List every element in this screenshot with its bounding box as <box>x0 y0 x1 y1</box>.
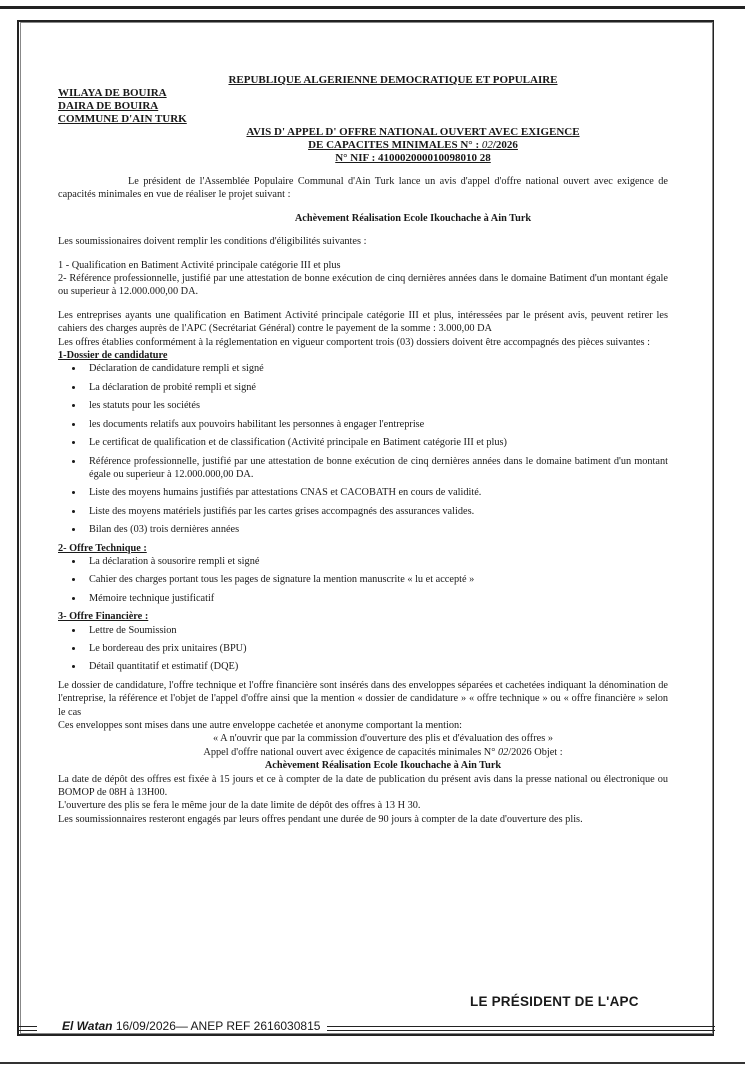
list-item: • Bilan des (03) trois dernières années <box>84 523 668 536</box>
validity-paragraph: Les soumissionnaires resteront engagés par leurs offres pendant une durée de 90 jours à compter de la date d'ouverture des plis. <box>58 813 583 825</box>
outer-project: Achèvement Réalisation Ecole Ikouchache à Ain Turk <box>264 760 502 772</box>
top-rule <box>0 6 745 9</box>
section-candidature-title: 1-Dossier de candidature <box>58 350 168 362</box>
list-item: • Référence professionnelle, justifié par une attestation de bonne exécution de cinq dernières années dans le domaine batiment d'un montant égale ou superieur à 12.000.000,00 DA. <box>84 455 668 482</box>
section-technique-title: 2- Offre Technique : <box>58 542 147 554</box>
outer-ref-suffix: /2026 Objet : <box>508 746 563 758</box>
bottom-rule <box>0 1062 745 1064</box>
financiere-list <box>58 624 668 674</box>
condition-1: 1 - Qualification en Batiment Activité principale catégorie III et plus <box>58 259 341 271</box>
footer-rule-right <box>327 1026 715 1031</box>
list-item: • Cahier des charges portant tous les pages de signature la mention manuscrite « lu et accepté » <box>84 573 668 586</box>
daira-heading: DAIRA DE BOUIRA <box>58 100 159 112</box>
list-item: • La déclaration à sousorire rempli et signé <box>84 555 668 568</box>
list-item: • Liste des moyens matériels justifiés par les cartes grises accompagnés des assurances valides. <box>84 505 668 518</box>
withdraw-paragraph: Les entreprises ayants une qualification en Batiment Activité principale catégorie III et plus, intéressées par le présent avis, peuvent retirer les cahiers des charges auprès de l'APC (Secrétariat Général) contre le payement de la somme : 3.000,00 DA <box>58 309 668 335</box>
footer-rule-left <box>17 1026 37 1031</box>
wilaya-heading: WILAYA DE BOUIRA <box>58 87 167 99</box>
outer-mention: « A n'ouvrir que par la commission d'ouverture des plis et d'évaluation des offres » <box>213 733 553 745</box>
list-item: • les documents relatifs aux pouvoirs habilitant les personnes à engager l'entreprise <box>84 418 668 431</box>
notice-title-line2 <box>158 139 668 152</box>
nif-line: N° NIF : 410002000010098010 28 <box>335 152 491 164</box>
outer-ref-number: 02 <box>497 746 509 758</box>
outer-envelope-paragraph: Ces enveloppes sont mises dans une autre enveloppe cachetée et anonyme comportant la mention: <box>58 720 463 731</box>
footer-text <box>59 1019 323 1033</box>
offers-intro: Les offres établies conformément à la réglementation en vigueur comportent trois (03) dossiers doivent être accompagnés des pièces suivantes : <box>58 336 650 348</box>
list-item: • Le bordereau des prix unitaires (BPU) <box>84 642 668 655</box>
deposit-paragraph: La date de dépôt des offres est fixée à 15 jours et ce à compter de la date de publication du présent avis dans la presse national ou électronique ou BOMOP de 08H à 13H00. <box>58 773 668 799</box>
press-footer <box>17 1018 717 1040</box>
condition-2: 2- Référence professionnelle, justifié par une attestation de bonne exécution de cinq dernières années dans le domaine Batiment d'un montant égale ou superieur à 12.000.000,00 DA. <box>58 273 668 298</box>
list-item: • La déclaration de probité rempli et signé <box>84 381 668 394</box>
commune-heading: COMMUNE D'AIN TURK <box>58 113 187 125</box>
notice-number: 02 <box>481 139 493 151</box>
list-item: • Le certificat de qualification et de classification (Activité principale en Batiment catégorie III et plus) <box>84 436 668 449</box>
signature: LE PRÉSIDENT DE L'APC <box>470 994 639 1009</box>
candidature-list <box>58 362 668 536</box>
outer-reference <box>98 746 668 759</box>
newspaper-name: El Watan <box>62 1019 113 1033</box>
notice-title-label: DE CAPACITES MINIMALES N° : <box>308 139 482 151</box>
anep-reference: — ANEP REF 2616030815 <box>175 1019 321 1033</box>
project-title: Achèvement Réalisation Ecole Ikouchache à Ain Turk <box>294 212 532 224</box>
notice-content <box>58 74 668 826</box>
notice-year: /2026 <box>492 139 518 151</box>
opening-paragraph: L'ouverture des plis se fera le même jour de la date limite de dépôt des offres à 13 H 30. <box>58 800 421 812</box>
conditions-intro: Les soumissionaires doivent remplir les conditions d'éligibilités suivantes : <box>58 236 367 248</box>
section-financiere-title: 3- Offre Financière : <box>58 611 149 623</box>
publication-date: 16/09/2026 <box>115 1019 176 1033</box>
intro-paragraph: Le président de l'Assemblée Populaire Communal d'Ain Turk lance un avis d'appel d'offre national ouvert avec exigence de capacités minimales en vue de réaliser le projet suivant : <box>58 176 668 201</box>
list-item: • Lettre de Soumission <box>84 624 668 637</box>
list-item: • Déclaration de candidature rempli et signé <box>84 362 668 375</box>
list-item: • Détail quantitatif et estimatif (DQE) <box>84 660 668 673</box>
list-item: • Liste des moyens humains justifiés par attestations CNAS et CACOBATH en cours de validité. <box>84 486 668 499</box>
republic-heading: REPUBLIQUE ALGERIENNE DEMOCRATIQUE ET POPULAIRE <box>228 74 558 86</box>
list-item: • les statuts pour les sociétés <box>84 399 668 412</box>
envelopes-paragraph: Le dossier de candidature, l'offre technique et l'offre financière sont insérés dans des enveloppes séparées et cachetées indiquant la dénomination de l'entreprise, la référence et l'objet de l'appel d'offre ainsi que la mention « dossier de candidature » « offre technique » ou « offre financière » selon le cas <box>58 679 668 718</box>
notice-title-line1: AVIS D' APPEL D' OFFRE NATIONAL OUVERT AVEC EXIGENCE <box>246 126 580 138</box>
technique-list <box>58 555 668 605</box>
list-item: • Mémoire technique justificatif <box>84 592 668 605</box>
outer-ref-prefix: Appel d'offre national ouvert avec éxigence de capacités minimales N° <box>203 746 498 758</box>
